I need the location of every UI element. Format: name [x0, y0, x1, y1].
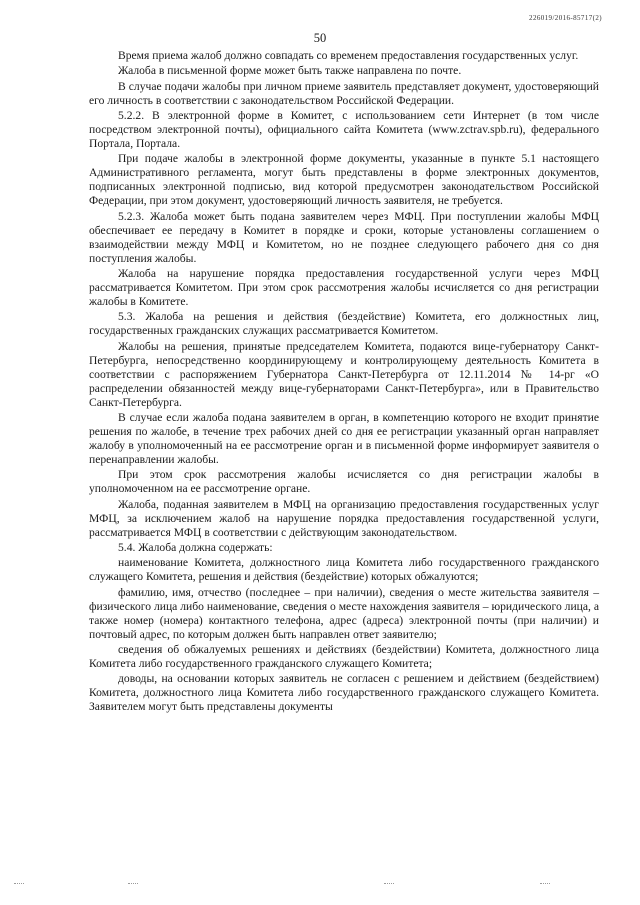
scan-mark	[14, 883, 24, 885]
paragraph: 5.4. Жалоба должна содержать:	[118, 541, 273, 555]
paragraph: В случае подачи жалобы при личном приеме заявитель представляет документ, удостоверяющий его личность в соответствии с законодательством Российской Федерации.	[89, 79, 599, 107]
paragraph: сведения об обжалуемых решениях и действиях (бездействии) Комитета, должностного лица Комитета либо государственного гражданского служащего Комитета;	[89, 643, 599, 671]
paragraph: Жалоба на нарушение порядка предоставления государственной услуги через МФЦ рассматривается Комитетом. При этом срок рассмотрения жалобы исчисляется со дня регистрации жалобы в Комитете.	[89, 267, 599, 309]
document-body	[89, 49, 599, 716]
paragraph: В случае если жалоба подана заявителем в орган, в компетенцию которого не входит принятие решения по жалобе, в течение трех рабочих дней со дня ее регистрации указанный орган направляет жалобу в уполномоченный на ее рассмотрение орган и в письменной форме информирует заявителя о перенаправлении жалобы.	[89, 411, 599, 467]
paragraph: фамилию, имя, отчество (последнее – при наличии), сведения о месте жительства заявителя – физического лица либо наименование, сведения о месте нахождения заявителя – юридического лица, а также номер (номера) контактного телефона, адрес (адреса) электронной почты (при наличии) и почтовый адрес, по которым должен быть направлен ответ заявителю;	[89, 585, 599, 641]
paragraph: 5.2.2. В электронной форме в Комитет, с использованием сети Интернет (в том числе посредством электронной почты), официального сайта Комитета (www.zctrav.spb.ru), федерального Портала, Портала.	[89, 108, 599, 150]
scan-mark	[128, 883, 138, 885]
scan-mark	[384, 883, 394, 885]
paragraph: Время приема жалоб должно совпадать со временем предоставления государственных услуг.	[118, 49, 579, 62]
paragraph: Жалоба в письменной форме может быть также направлена по почте.	[118, 64, 462, 78]
paragraph: наименование Комитета, должностного лица Комитета либо государственного гражданского служащего Комитета, решения и действия (бездействие) которых обжалуются;	[89, 556, 599, 584]
paragraph: 5.3. Жалоба на решения и действия (бездействие) Комитета, его должностных лиц, государственных гражданских служащих рассматривается Комитетом.	[89, 310, 599, 338]
scan-footer-marks	[0, 883, 640, 889]
paragraph: доводы, на основании которых заявитель не согласен с решением и действием (бездействием) Комитета, должностного лица Комитета либо государственного гражданского служащего Комитета. Заявителем могут быть представлены документы	[89, 672, 599, 714]
paragraph: При этом срок рассмотрения жалобы исчисляется со дня регистрации жалобы в уполномоченном на ее рассмотрение органе.	[89, 468, 599, 496]
document-code: 226019/2016-85717(2)	[529, 14, 602, 22]
paragraph: Жалобы на решения, принятые председателем Комитета, подаются вице-губернатору Санкт-Петербурга, непосредственно координирующему и контролирующему деятельность Комитета в соответствии с распоряжением Губернатора Санкт-Петербурга от 12.11.2014 № 14-рг «О распределении обязанностей между вице-губернаторами Санкт-Петербурга», или в Правительство Санкт-Петербурга.	[89, 339, 599, 409]
paragraph: 5.2.3. Жалоба может быть подана заявителем через МФЦ. При поступлении жалобы МФЦ обеспечивает ее передачу в Комитет в порядке и сроки, которые установлены соглашением о взаимодействии между МФЦ и Комитетом, но не позднее следующего рабочего дня со дня поступления жалобы.	[89, 209, 599, 265]
paragraph: При подаче жалобы в электронной форме документы, указанные в пункте 5.1 настоящего Административного регламента, могут быть представлены в форме электронных документов, подписанных электронной подписью, вид которой предусмотрен законодательством Российской Федерации, при этом документ, удостоверяющий личность заявителя, не требуется.	[89, 152, 599, 208]
paragraph: Жалоба, поданная заявителем в МФЦ на организацию предоставления государственных услуг МФЦ, за исключением жалоб на нарушение порядка предоставления государственной услуги, рассматривается МФЦ в соответствии с действующим законодательством.	[89, 497, 599, 539]
scan-mark	[540, 883, 550, 885]
page-number: 50	[313, 31, 327, 45]
